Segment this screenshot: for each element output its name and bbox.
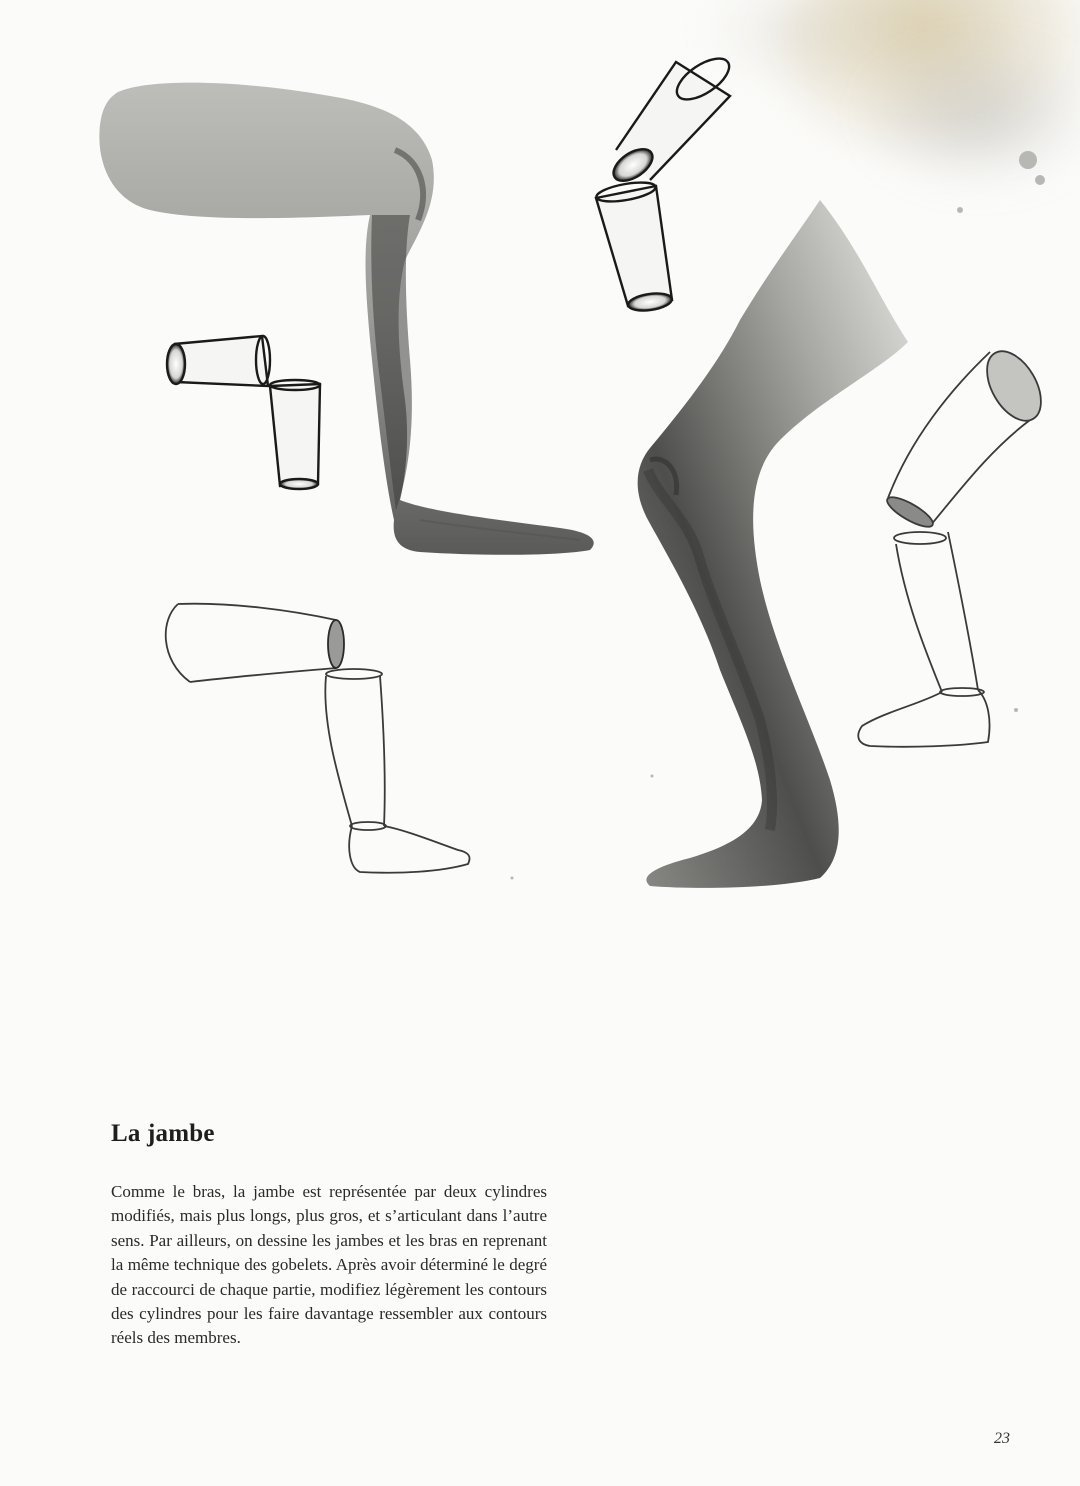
glass-pair-left [167, 336, 320, 489]
section-heading: La jambe [111, 1120, 215, 1147]
page-number: 23 [994, 1430, 1010, 1447]
photo-standing-leg [638, 200, 908, 888]
photo-bent-leg [99, 83, 593, 555]
body-paragraph: Comme le bras, la jambe est représentée par deux cylindres modifiés, mais plus longs, plus gros, et s’articulant dans l’autre sens. Par ailleurs, on dessine les jambes et les bras en reprenant la même technique des gobelets. Après avoir déterminé le degré de raccourci de chaque partie, modifiez légèrement les contours des cylindres pour les faire davantage ressembler aux contours réels des membres. [111, 1182, 547, 1348]
glass-pair-top [595, 51, 736, 313]
sketch-leg-left [166, 604, 470, 873]
sketch-leg-right [858, 342, 1052, 747]
